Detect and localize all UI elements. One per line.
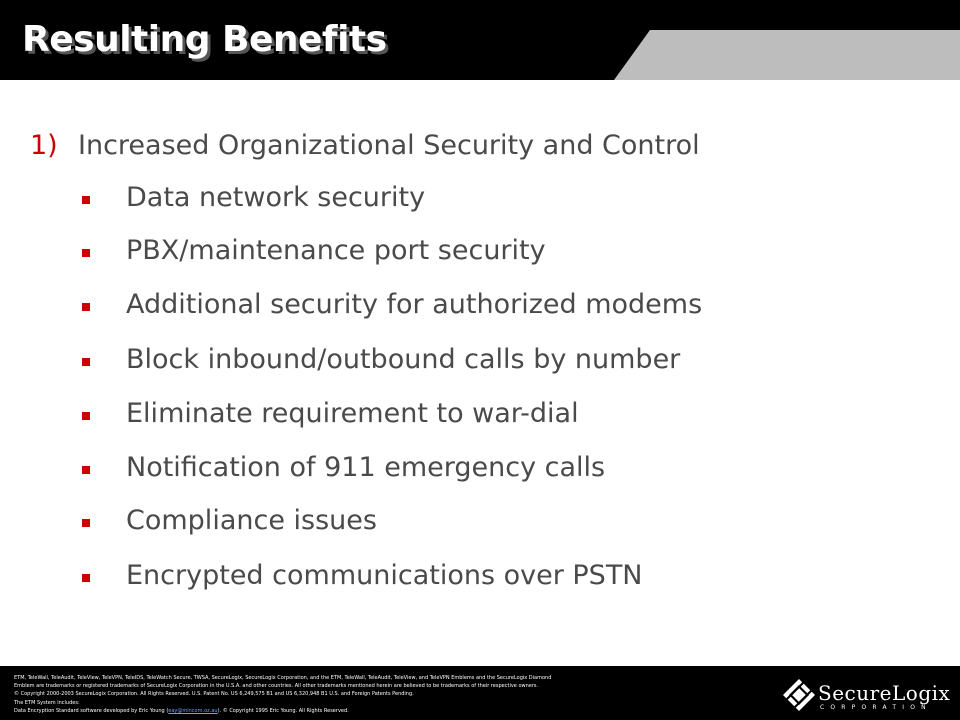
bullet-text: Notification of 911 emergency calls — [126, 452, 606, 483]
bullet-square-icon — [82, 249, 90, 257]
numbered-item — [30, 130, 700, 161]
logo-wordmark: SecureLogix — [818, 681, 951, 705]
bullet-square-icon — [82, 466, 90, 474]
bullet-text: Data network security — [126, 182, 426, 213]
bullet-square-icon — [82, 358, 90, 366]
email-link[interactable]: eay@mincom.oz.au — [168, 707, 218, 714]
bullet-text: Encrypted communications over PSTN — [126, 560, 643, 591]
bullet-square-icon — [82, 574, 90, 582]
bullet-square-icon — [82, 303, 90, 311]
bullet-text: Additional security for authorized modems — [126, 289, 703, 320]
legal-text: ). © Copyright 1995 Eric Young. All Rights Reserved. — [217, 707, 349, 714]
legal-line — [14, 707, 754, 715]
legal-line: Emblem are trademarks or registered trademarks of SecureLogix Corporation in the U.S.A. and other countries. All other trademarks mentioned herein are believed to be trademarks of their respective owners. — [14, 683, 539, 690]
item-text: Increased Organizational Security and Control — [78, 130, 700, 161]
item-number: 1) — [30, 130, 58, 161]
diamond-emblem-icon — [782, 678, 816, 712]
securelogix-logo — [782, 678, 952, 714]
bullet-square-icon — [82, 196, 90, 204]
bullet-square-icon — [82, 519, 90, 527]
slide-footer — [0, 666, 960, 720]
legal-text: Data Encryption Standard software developed by Eric Young ( — [14, 707, 169, 714]
slide-header — [0, 0, 960, 88]
legal-line: ETM, TeleWall, TeleAudit, TeleView, TeleVPN, TeleIDS, TeleWatch Secure, TWSA, SecureLogix, SecureLogix Corporation, and the ETM, TeleWall, TeleAudit, TeleView, and TeleVPN Emblems and the SecureLogix Diamond — [14, 675, 552, 681]
bullet-square-icon — [82, 412, 90, 420]
legal-notice — [14, 674, 754, 715]
bullet-text: Eliminate requirement to war-dial — [126, 398, 579, 429]
bullet-text: Compliance issues — [126, 505, 377, 536]
legal-line: The ETM System includes: — [14, 699, 80, 706]
logo-corporation: CORPORATION — [820, 704, 932, 711]
bullet-text: Block inbound/outbound calls by number — [126, 344, 681, 375]
slide-title: Resulting Benefits — [22, 19, 387, 60]
legal-line: © Copyright 2000-2003 SecureLogix Corporation. All Rights Reserved. U.S. Patent No. US 6,249,575 B1 and US 6,320,948 B1 U.S. and Foreign Patents Pending. — [14, 691, 414, 698]
bullet-text: PBX/maintenance port security — [126, 235, 546, 266]
